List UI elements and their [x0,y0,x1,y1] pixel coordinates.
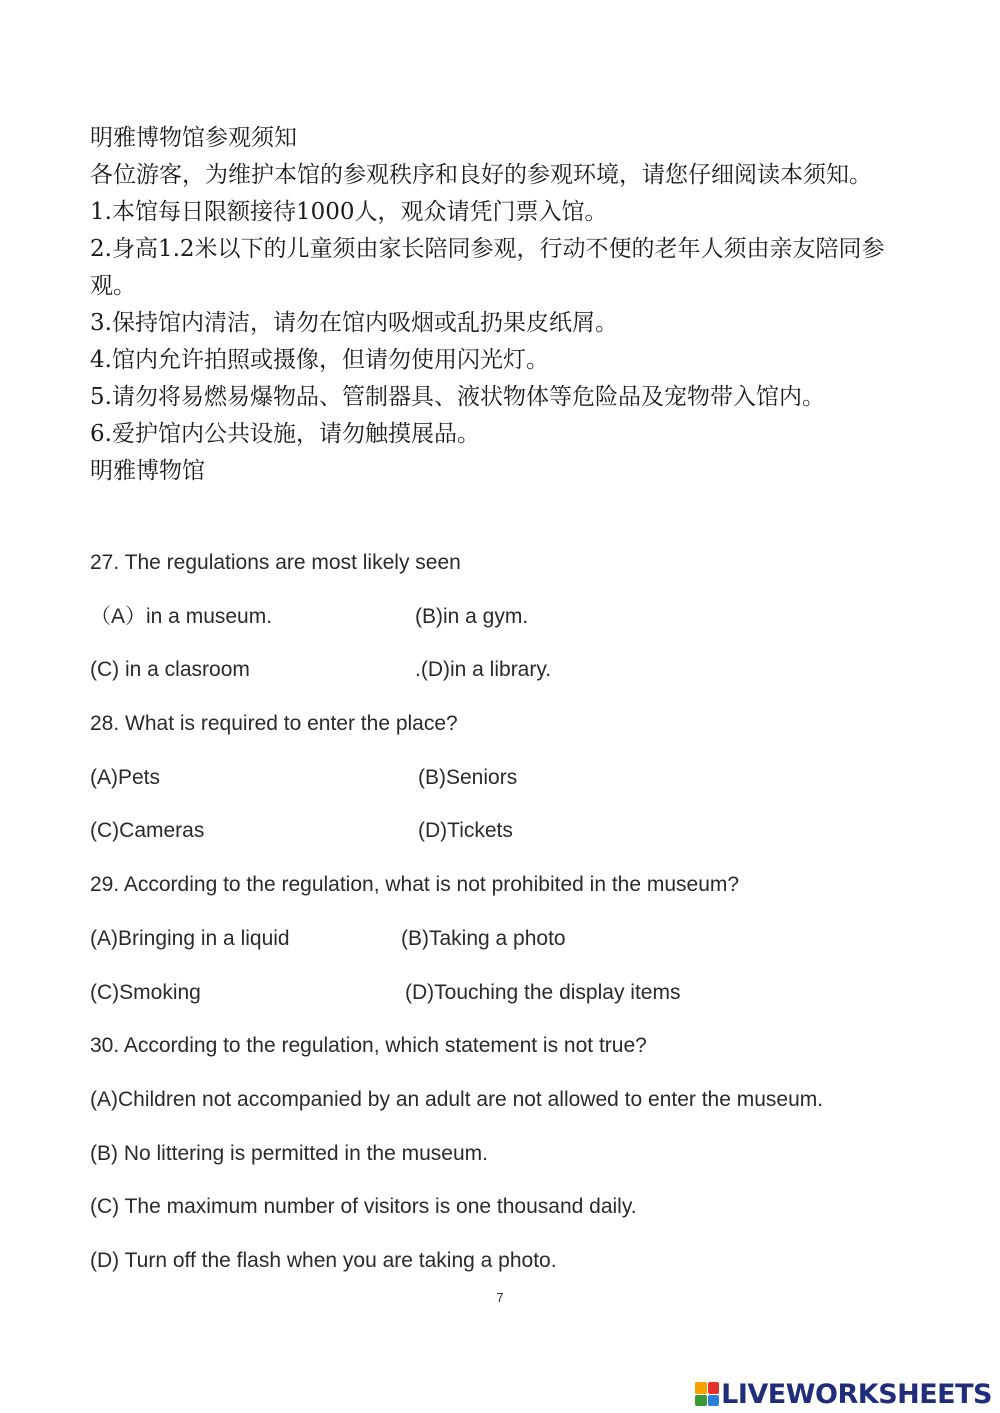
option-27-a[interactable]: （A）in a museum. [90,604,273,628]
logo-square [708,1395,720,1407]
option-30-c[interactable]: (C) The maximum number of visitors is one thousand daily. [90,1195,637,1219]
option-30-a[interactable]: (A)Children not accompanied by an adult are not allowed to enter the museum. [90,1087,824,1111]
option-29-c[interactable]: (C)Smoking [90,980,201,1004]
notice-rule-4: 4.馆内允许拍照或摄像，但请勿使用闪光灯。 [90,347,549,373]
option-row [90,813,950,867]
notice-rule-2: 2.身高1.2米以下的儿童须由家长陪同参观，行动不便的老年人须由亲友陪同参观。 [90,236,885,299]
question-29: 29. According to the regulation, what is not prohibited in the museum? [90,873,740,897]
notice-intro: 各位游客，为维护本馆的参观秩序和良好的参观环境，请您仔细阅读本须知。 [90,162,872,188]
logo-square [695,1395,707,1407]
option-28-d[interactable]: (D)Tickets [418,819,513,843]
option-28-a[interactable]: (A)Pets [90,765,161,789]
option-30-b[interactable]: (B) No littering is permitted in the museum. [90,1141,488,1165]
question-list [90,545,950,1297]
option-row [90,760,950,814]
page-number: 7 [496,1290,504,1305]
option-27-d[interactable]: .(D)in a library. [415,658,552,682]
liveworksheets-brand[interactable] [695,1378,992,1410]
museum-notice [90,120,920,490]
notice-rule-1: 1.本馆每日限额接待1000人，观众请凭门票入馆。 [90,199,608,225]
option-27-c[interactable]: (C) in a clasroom [90,658,250,682]
brand-name: LIVEWORKSHEETS [721,1378,992,1410]
question-28: 28. What is required to enter the place? [90,712,458,736]
notice-rule-6: 6.爱护馆内公共设施，请勿触摸展品。 [90,421,480,447]
option-29-d[interactable]: (D)Touching the display items [405,980,681,1004]
question-30: 30. According to the regulation, which statement is not true? [90,1034,647,1058]
liveworksheets-logo-icon [695,1382,719,1406]
option-27-b[interactable]: (B)in a gym. [415,604,529,628]
option-28-c[interactable]: (C)Cameras [90,819,205,843]
option-29-b[interactable]: (B)Taking a photo [401,926,566,950]
logo-square [695,1382,707,1394]
option-row [90,652,950,706]
logo-square [708,1382,720,1394]
option-row [90,599,950,653]
option-row [90,975,950,1029]
notice-rule-5: 5.请勿将易燃易爆物品、管制器具、液状物体等危险品及宠物带入馆内。 [90,384,825,410]
option-28-b[interactable]: (B)Seniors [418,765,518,789]
notice-title: 明雅博物馆参观须知 [90,125,297,151]
question-27: 27. The regulations are most likely seen [90,551,461,574]
notice-rule-3: 3.保持馆内清洁，请勿在馆内吸烟或乱扔果皮纸屑。 [90,310,618,336]
option-30-d[interactable]: (D) Turn off the flash when you are taking a photo. [90,1248,557,1272]
notice-signature: 明雅博物馆 [90,458,205,484]
option-29-a[interactable]: (A)Bringing in a liquid [90,926,290,950]
option-row [90,921,950,975]
